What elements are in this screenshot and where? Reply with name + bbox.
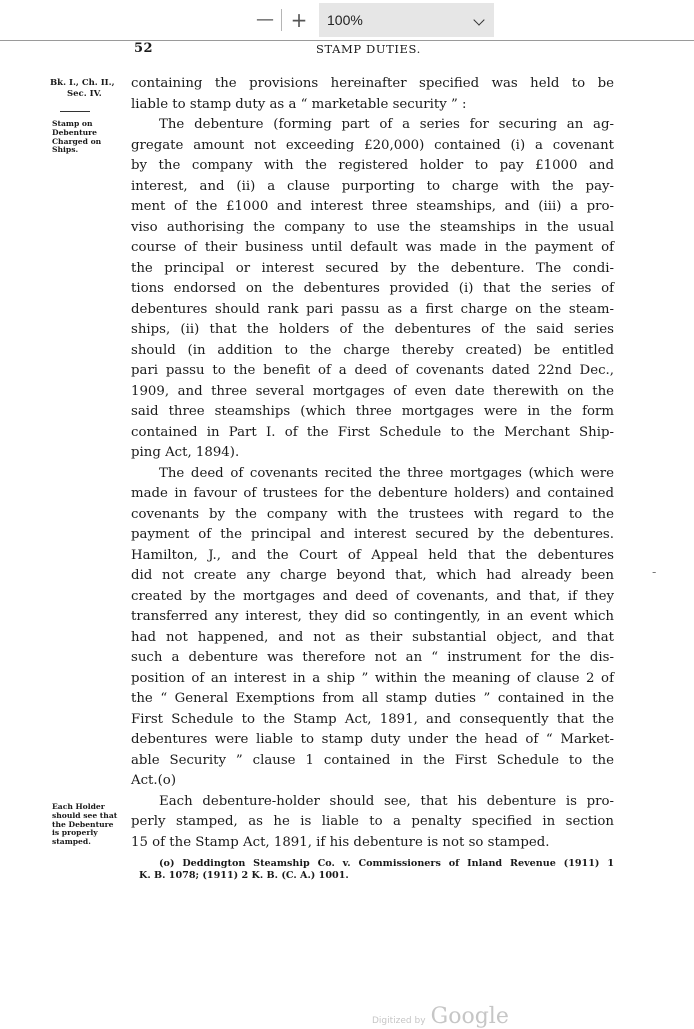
toolbar-divider: [281, 9, 282, 31]
margin-note-line: Charged on: [52, 136, 102, 146]
running-head: STAMP DUTIES.: [316, 42, 421, 56]
margin-note-line: is properly: [52, 828, 98, 838]
viewer-toolbar: [0, 0, 694, 40]
margin-note-line: stamped.: [52, 837, 91, 847]
text-line: did not create any charge beyond that, which had already been: [131, 568, 614, 583]
text-line: had not happened, and not as their substantial object, and that: [131, 629, 614, 645]
zoom-out-button[interactable]: —: [256, 9, 274, 30]
footnote-line: K. B. 1078; (1911) 2 K. B. (C. A.) 1001.: [139, 870, 349, 881]
text-line: 15 of the Stamp Act, 1891, if his debenture is not so stamped.: [131, 834, 550, 850]
text-line: debentures were liable to stamp duty under the head of “ Market-: [131, 732, 614, 747]
text-line: viso authorising the company to use the steamships in the usual: [131, 219, 614, 235]
text-line: perly stamped, as he is liable to a penalty specified in section: [131, 814, 614, 829]
margin-section-reference: [50, 78, 130, 100]
text-line: Each debenture-holder should see, that his debenture is pro-: [159, 793, 614, 809]
text-line: gregate amount not exceeding £20,000) contained (i) a covenant: [131, 137, 614, 153]
text-line: Act.(o): [131, 773, 177, 788]
google-logo: Google: [430, 1004, 509, 1029]
text-line: First Schedule to the Stamp Act, 1891, and consequently that the: [131, 711, 614, 727]
text-line: pari passu to the benefit of a deed of covenants dated 22nd Dec.,: [131, 363, 614, 378]
text-line: payment of the principal and interest secured by the debentures.: [131, 527, 614, 542]
margin-note-line: Each Holder: [52, 802, 105, 811]
margin-note-line: should see that: [52, 810, 118, 820]
text-line: tions endorsed on the debentures provided (i) that the series of: [131, 281, 614, 296]
chevron-down-icon: [473, 14, 484, 25]
text-line: such a debenture was therefore not an “ instrument for the dis-: [131, 650, 614, 665]
margin-note-each-holder: [52, 803, 128, 847]
text-line: position of an interest in a ship ” within the meaning of clause 2 of: [131, 670, 614, 686]
text-line: liable to stamp duty as a “ marketable security ” :: [131, 96, 467, 112]
margin-note-line: Stamp on: [52, 119, 93, 128]
text-line: ping Act, 1894).: [131, 445, 240, 460]
text-line: the “ General Exemptions from all stamp duties ” contained in the: [131, 691, 614, 706]
text-line: interest, and (ii) a clause purporting to charge with the pay-: [131, 178, 614, 194]
text-line: course of their business until default was made in the payment of: [131, 240, 614, 255]
text-line: The deed of covenants recited the three mortgages (which were: [159, 465, 614, 481]
toolbar-border: [0, 40, 694, 41]
margin-note-line: Debenture: [52, 127, 97, 137]
text-line: said three steamships (which three mortgages were in the form: [131, 404, 614, 419]
digitized-watermark: [372, 1004, 509, 1029]
scan-edge-mark: -: [652, 565, 657, 579]
text-line: the principal or interest secured by the debenture. The condi-: [131, 260, 614, 276]
margin-note-stamp-on-debenture: [52, 120, 128, 155]
footnote-line: (o) Deddington Steamship Co. v. Commissioners of Inland Revenue (1911) 1: [159, 858, 614, 869]
text-line: 1909, and three several mortgages of even date therewith on the: [131, 383, 614, 399]
text-line: made in favour of trustees for the debenture holders) and contained: [131, 486, 614, 501]
page-number: 52: [134, 41, 154, 56]
text-line: able Security ” clause 1 contained in the First Schedule to the: [131, 752, 614, 768]
text-line: covenants by the company with the trustees with regard to the: [131, 506, 614, 522]
zoom-level-select[interactable]: [319, 3, 494, 37]
text-line: The debenture (forming part of a series for securing an ag-: [159, 117, 614, 132]
watermark-prefix: Digitized by: [372, 1016, 426, 1026]
text-line: ships, (ii) that the holders of the debentures of the said series: [131, 322, 614, 337]
margin-note-line: the Debenture: [52, 819, 114, 829]
zoom-in-button[interactable]: +: [290, 8, 308, 32]
text-line: transferred any interest, they did so contingently, in an event which: [131, 609, 614, 624]
text-line: by the company with the registered holder to pay £1000 and: [131, 158, 614, 173]
margin-divider: [60, 111, 90, 112]
margin-note-line: Ships.: [52, 145, 79, 155]
zoom-level-value: 100%: [327, 12, 363, 28]
text-line: created by the mortgages and deed of covenants, and that, if they: [131, 588, 614, 604]
text-line: contained in Part I. of the First Schedule to the Merchant Ship-: [131, 424, 614, 440]
margin-reference-line: Sec. IV.: [67, 89, 102, 99]
text-line: debentures should rank pari passu as a first charge on the steam-: [131, 301, 614, 317]
text-line: ment of the £1000 and interest three steamships, and (iii) a pro-: [131, 199, 614, 214]
margin-reference-line: Bk. I., Ch. II.,: [50, 78, 115, 88]
footnote: [139, 858, 614, 882]
text-line: containing the provisions hereinafter specified was held to be: [131, 76, 614, 91]
body-text: [131, 74, 614, 853]
text-line: should (in addition to the charge thereby created) be entitled: [131, 342, 614, 358]
text-line: Hamilton, J., and the Court of Appeal held that the debentures: [131, 547, 614, 563]
